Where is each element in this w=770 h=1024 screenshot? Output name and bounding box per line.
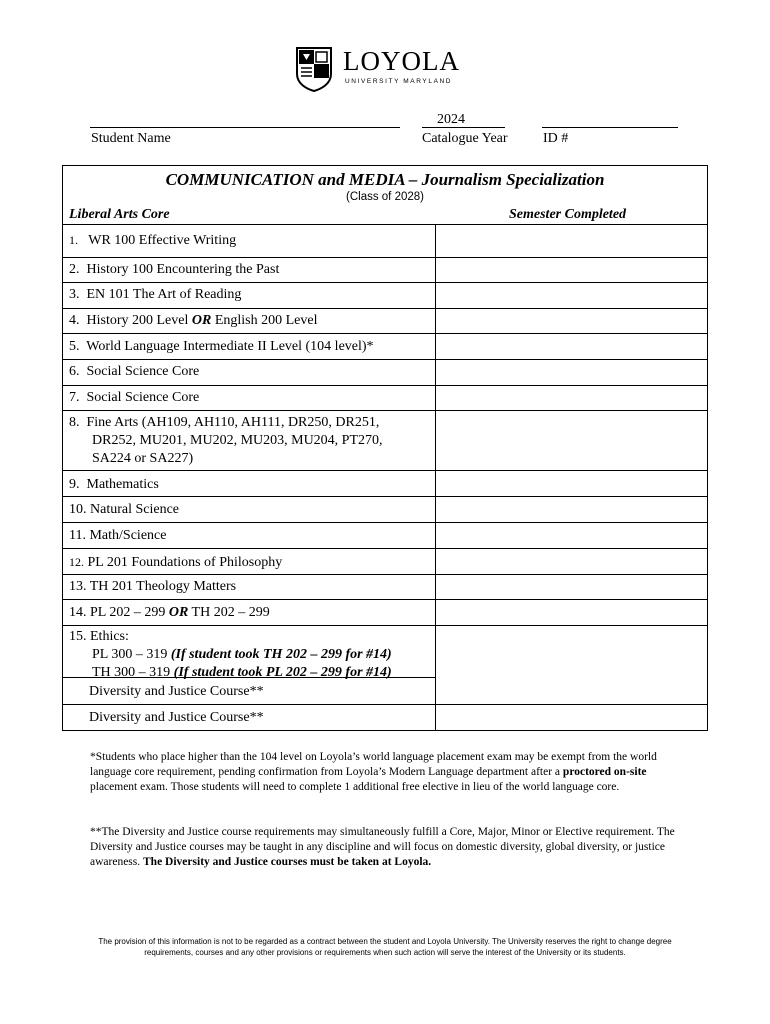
table-row [63, 704, 707, 705]
table-row [63, 496, 707, 497]
logo-wordmark: LOYOLA [343, 46, 460, 76]
course-item: 2. History 100 Encountering the Past [69, 262, 280, 277]
course-item: 11. Math/Science [69, 528, 167, 543]
course-item: 10. Natural Science [69, 502, 180, 517]
course-item: 14. PL 202 – 299 OR TH 202 – 299 [69, 605, 270, 620]
table-row [63, 359, 707, 360]
table-row [63, 282, 707, 283]
student-name-label: Student Name [91, 131, 171, 146]
course-item: 1. WR 100 Effective Writing [69, 233, 237, 248]
course-item: 8. Fine Arts (AH109, AH110, AH111, DR250, DR251, DR252, MU201, MU202, MU203, MU204, PT270, SA224 or SA227) [69, 415, 383, 466]
program-title: COMMUNICATION and MEDIA – Journalism Specialization [165, 170, 605, 189]
col-header-semester: Semester Completed [509, 207, 627, 222]
table-row [63, 257, 707, 258]
col-header-core: Liberal Arts Core [69, 207, 170, 222]
catalogue-year-value: 2024 [437, 112, 465, 127]
course-item: Diversity and Justice Course** [89, 684, 264, 699]
course-item: 15. Ethics: PL 300 – 319 (If student took TH 202 – 299 for #14) TH 300 – 319 (If student took PL 202 – 299 for #14) [69, 629, 392, 680]
footer-disclaimer: The provision of this information is not to be regarded as a contract between the student and Loyola University. The University reserves the right to change degree requirements, courses and any other provisions or requirements when such action will serve the interest of the University or its students. [98, 937, 672, 957]
table-row [63, 308, 707, 309]
table-row [63, 574, 707, 575]
table-row [63, 677, 435, 678]
loyola-logo [295, 44, 460, 94]
course-item: 3. EN 101 The Art of Reading [69, 287, 242, 302]
table-row [63, 548, 707, 549]
course-item: 5. World Language Intermediate II Level (104 level)* [69, 339, 374, 354]
catalogue-year-label: Catalogue Year [422, 131, 508, 146]
table-row [63, 522, 707, 523]
course-item: 9. Mathematics [69, 477, 159, 492]
course-item: Diversity and Justice Course** [89, 710, 264, 725]
course-item: 13. TH 201 Theology Matters [69, 579, 237, 594]
table-row [63, 333, 707, 334]
student-name-line[interactable] [90, 127, 400, 128]
table-row [63, 625, 707, 626]
id-line[interactable] [542, 127, 678, 128]
course-table [62, 165, 708, 731]
course-item: 6. Social Science Core [69, 364, 200, 379]
note-world-language: *Students who place higher than the 104 level on Loyola’s world language placement exam may be exempt from the world language core requirement, pending confirmation from Loyola’s Modern Language department after a proctored on-site placement exam. Those students will need to complete 1 additional free elective in lieu of the world language core. [90, 751, 657, 793]
table-row [63, 224, 707, 225]
table-row [63, 599, 707, 600]
course-item: 12. PL 201 Foundations of Philosophy [69, 555, 283, 570]
shield-icon [295, 46, 333, 92]
table-row [63, 385, 707, 386]
class-of: (Class of 2028) [346, 191, 424, 203]
table-row [63, 470, 707, 471]
course-item: 4. History 200 Level OR English 200 Level [69, 313, 318, 328]
column-divider [435, 224, 436, 730]
logo-subtitle: UNIVERSITY MARYLAND [345, 78, 453, 85]
note-diversity-justice: **The Diversity and Justice course requirements may simultaneously fulfill a Core, Major, Minor or Elective requirement. The Diversity and Justice courses may be taught in any discipline and will focus on domestic diversity, global diversity, or justice awareness. The Diversity and Justice courses must be taken at Loyola. [90, 826, 675, 868]
table-row [63, 410, 707, 411]
catalogue-year-line [422, 127, 505, 128]
course-item: 7. Social Science Core [69, 390, 200, 405]
id-label: ID # [543, 131, 569, 146]
